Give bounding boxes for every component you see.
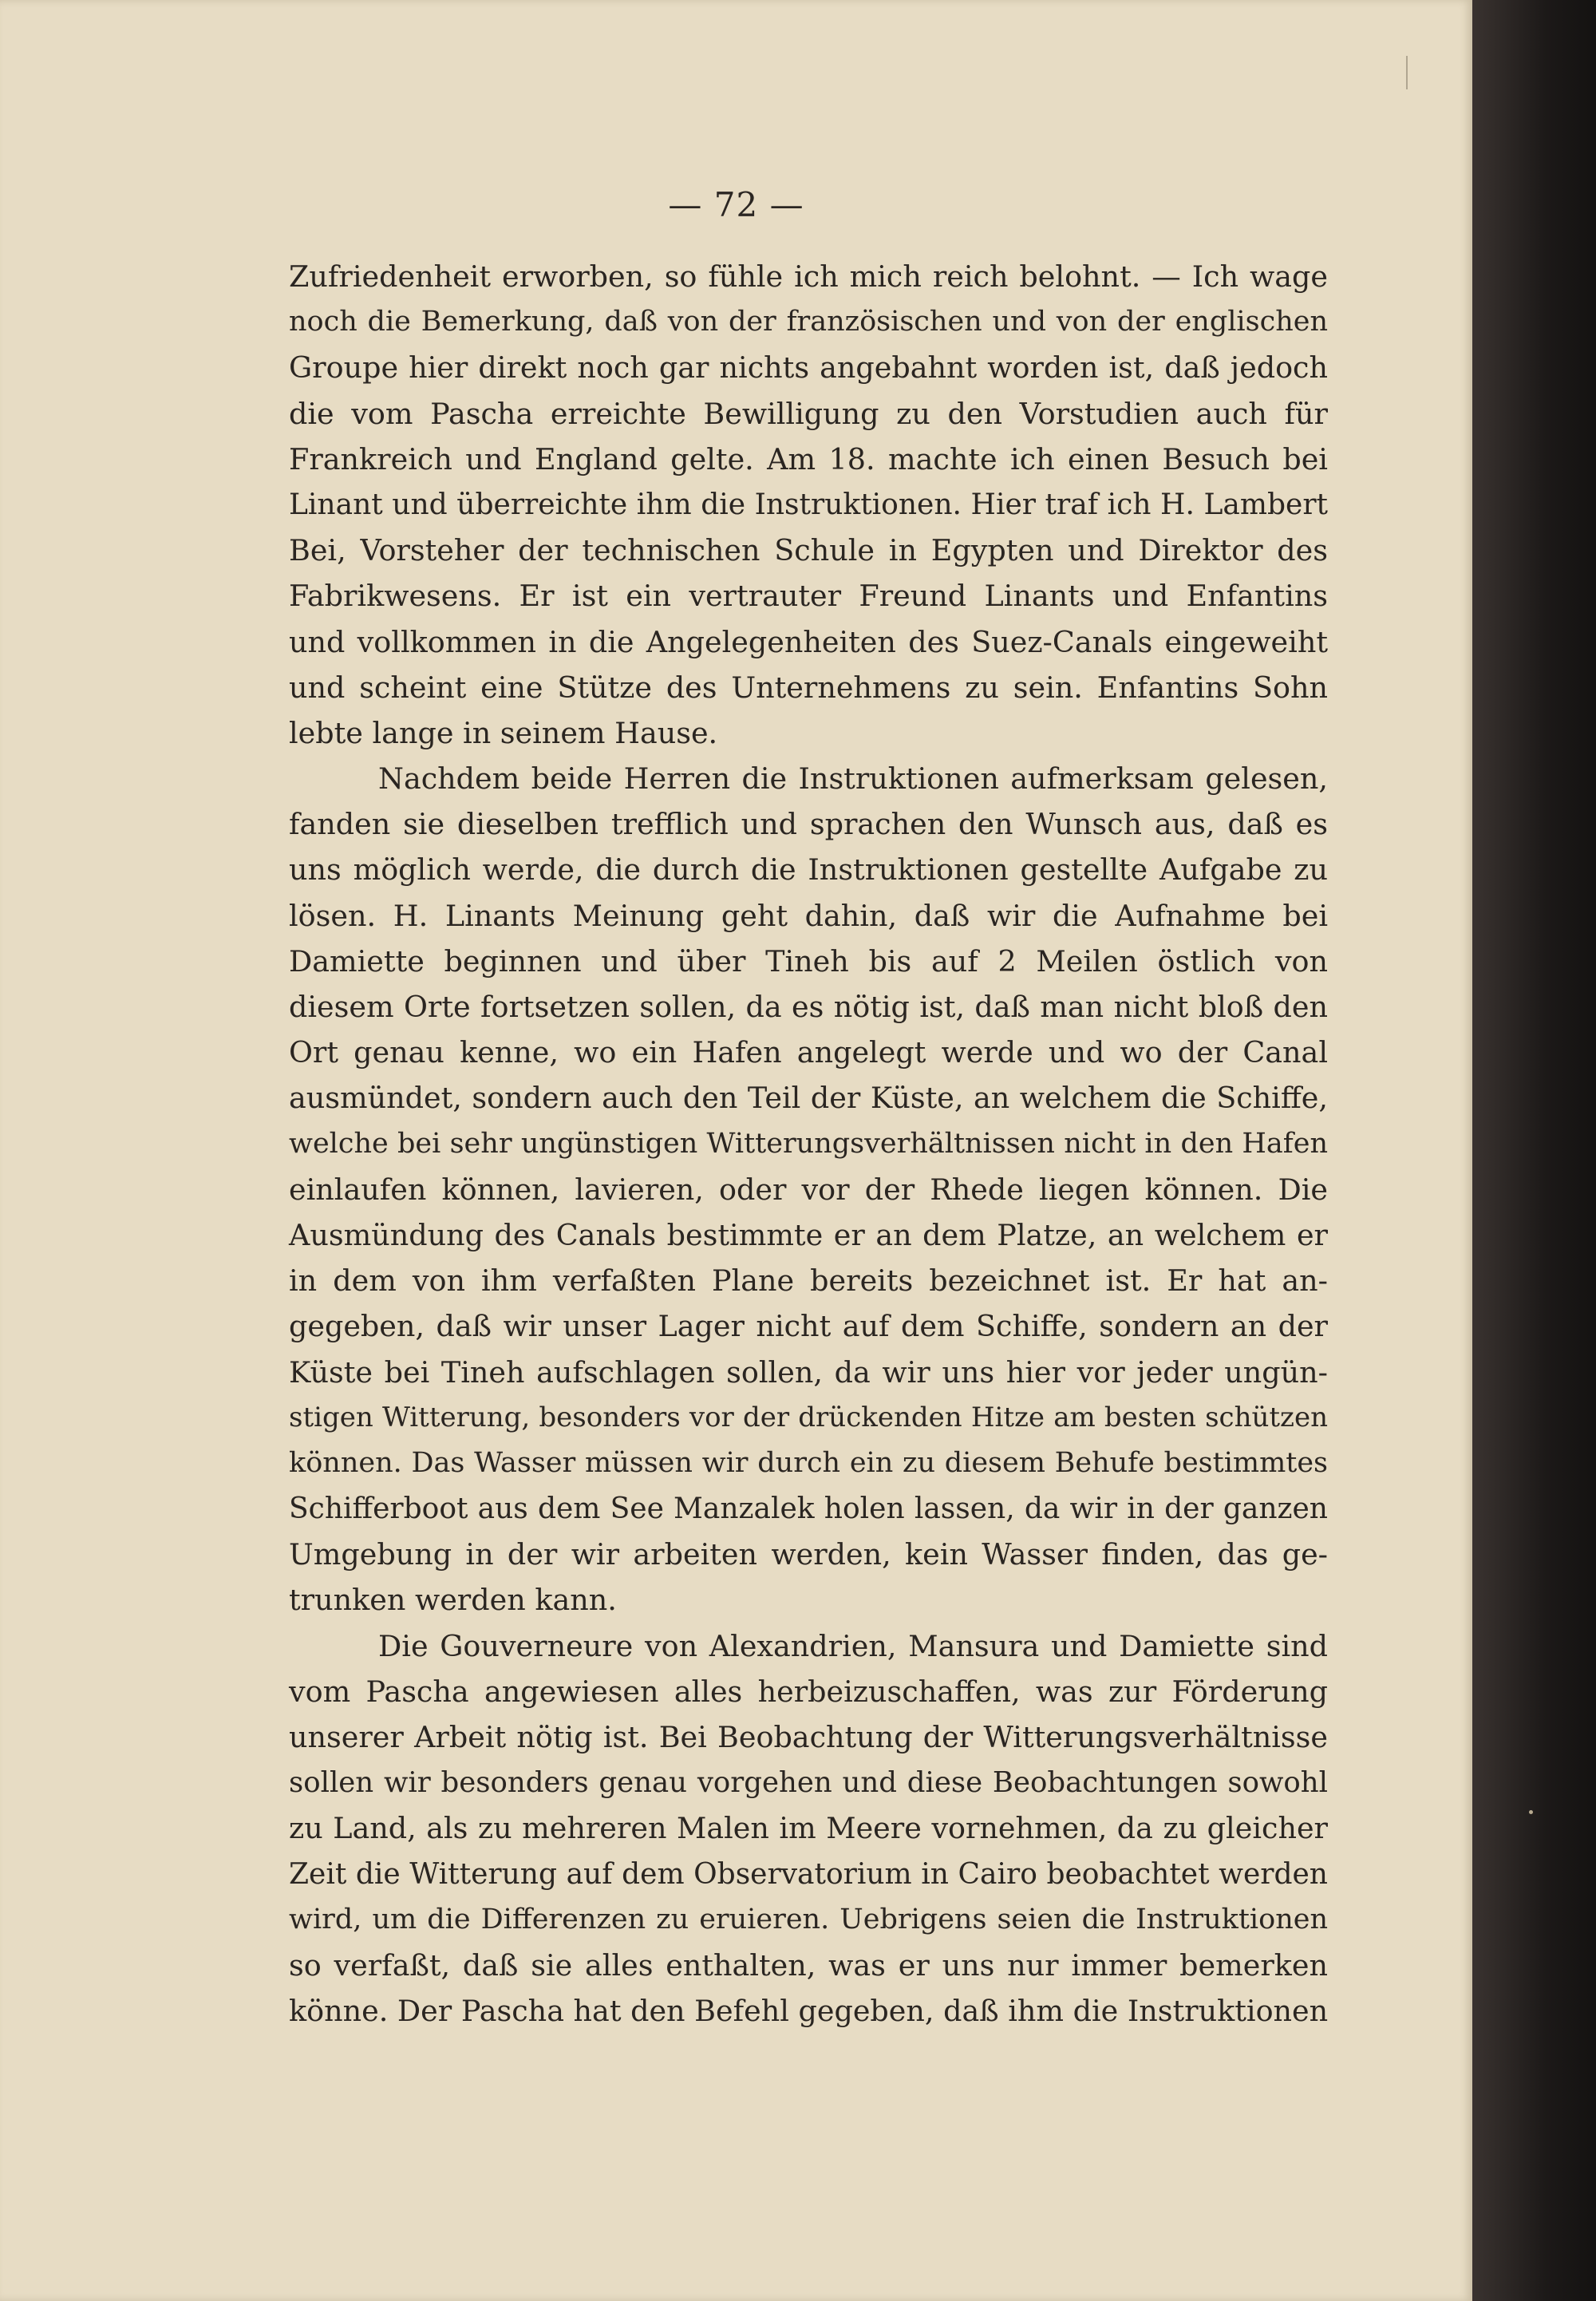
text-line: diesem Orte fortsetzen sollen, da es nötig ist, daß man nicht bloß den [289,990,1328,1024]
text-line: sollen wir besonders genau vorgehen und diese Beobachtungen sowohl [289,1766,1328,1800]
text-line: so verfaßt, daß sie alles enthalten, was er uns nur immer bemerken [289,1947,1328,1983]
body-text [289,254,1328,2034]
text-line: fanden sie dieselben trefflich und sprachen den Wunsch aus, daß es [289,807,1328,842]
text-line: Schifferboot aus dem See Manzalek holen lassen, da wir in der ganzen [289,1492,1328,1526]
text-line: Damiette beginnen und über Tineh bis auf 2 Meilen östlich von [289,943,1328,979]
text-line: Fabrikwesens. Er ist ein vertrauter Freund Linants und Enfantins [289,579,1328,614]
text-line: könne. Der Pascha hat den Befehl gegeben, daß ihm die Instruktionen [289,1994,1329,2029]
scan-background-edge [1472,0,1596,2301]
text-line: unserer Arbeit nötig ist. Bei Beobachtung der Witterungsverhältnisse [289,1720,1328,1754]
text-line: Groupe hier direkt noch gar nichts angebahnt worden ist, daß jedoch [289,350,1328,385]
pencil-mark [1406,56,1408,89]
text-line: die vom Pascha erreichte Bewilligung zu den Vorstudien auch für [289,396,1328,431]
text-line: trunken werden kann. [289,1583,617,1618]
text-line: Frankreich und England gelte. Am 18. machte ich einen Besuch bei [289,441,1328,476]
text-line: Ausmündung des Canals bestimmte er an dem Platze, an welchem er [289,1217,1328,1252]
text-line: Zeit die Witterung auf dem Observatorium in Cairo beobachtet werden [289,1857,1328,1891]
text-line: einlaufen können, lavieren, oder vor der Rhede liegen können. Die [289,1172,1328,1207]
text-line: Ort genau kenne, wo ein Hafen angelegt werde und wo der Canal [289,1035,1328,1070]
text-line: Küste bei Tineh aufschlagen sollen, da wir uns hier vor jeder ungün- [289,1354,1328,1390]
text-line: Umgebung in der wir arbeiten werden, kein Wasser finden, das ge- [289,1537,1328,1572]
text-line: lebte lange in seinem Hause. [289,715,718,750]
text-line: und vollkommen in die Angelegenheiten des Suez-Canals eingeweiht [289,624,1328,659]
text-line: wird, um die Differenzen zu eruieren. Uebrigens seien die Instruktionen [289,1903,1328,1935]
text-line: Bei, Vorsteher der technischen Schule in Egypten und Direktor des [289,533,1328,568]
text-line: uns möglich werde, die durch die Instruktionen gestellte Aufgabe zu [289,852,1328,888]
text-line: lösen. H. Linants Meinung geht dahin, daß wir die Aufnahme bei [289,898,1328,933]
text-line: Nachdem beide Herren die Instruktionen aufmerksam gelesen, [378,761,1328,797]
text-line: Linant und überreichte ihm die Instruktionen. Hier traf ich H. Lambert [289,488,1328,521]
text-line: welche bei sehr ungünstigen Witterungsverhältnissen nicht in den Hafen [289,1127,1328,1160]
paper-speck [1529,1810,1533,1814]
text-line: gegeben, daß wir unser Lager nicht auf dem Schiffe, sondern an der [289,1309,1328,1344]
text-line: können. Das Wasser müssen wir durch ein zu diesem Behufe bestimmtes [289,1446,1328,1479]
text-line: ausmündet, sondern auch den Teil der Küste, an welchem die Schiffe, [289,1081,1328,1116]
text-line: zu Land, als zu mehreren Malen im Meere vornehmen, da zu gleicher [289,1811,1328,1846]
text-line: noch die Bemerkung, daß von der französischen und von der englischen [289,306,1328,338]
text-line: vom Pascha angewiesen alles herbeizuschaffen, was zur Förderung [289,1674,1328,1709]
text-line: und scheint eine Stütze des Unternehmens zu sein. Enfantins Sohn [289,670,1328,705]
text-line: in dem von ihm verfaßten Plane bereits bezeichnet ist. Er hat an- [289,1263,1328,1299]
text-line: stigen Witterung, besonders vor der drückenden Hitze am besten schützen [289,1401,1328,1433]
text-line: Zufriedenheit erworben, so fühle ich mich reich belohnt. — Ich wage [289,259,1328,294]
text-line: Die Gouverneure von Alexandrien, Mansura und Damiette sind [378,1628,1328,1663]
page-number: — 72 — [668,185,804,224]
